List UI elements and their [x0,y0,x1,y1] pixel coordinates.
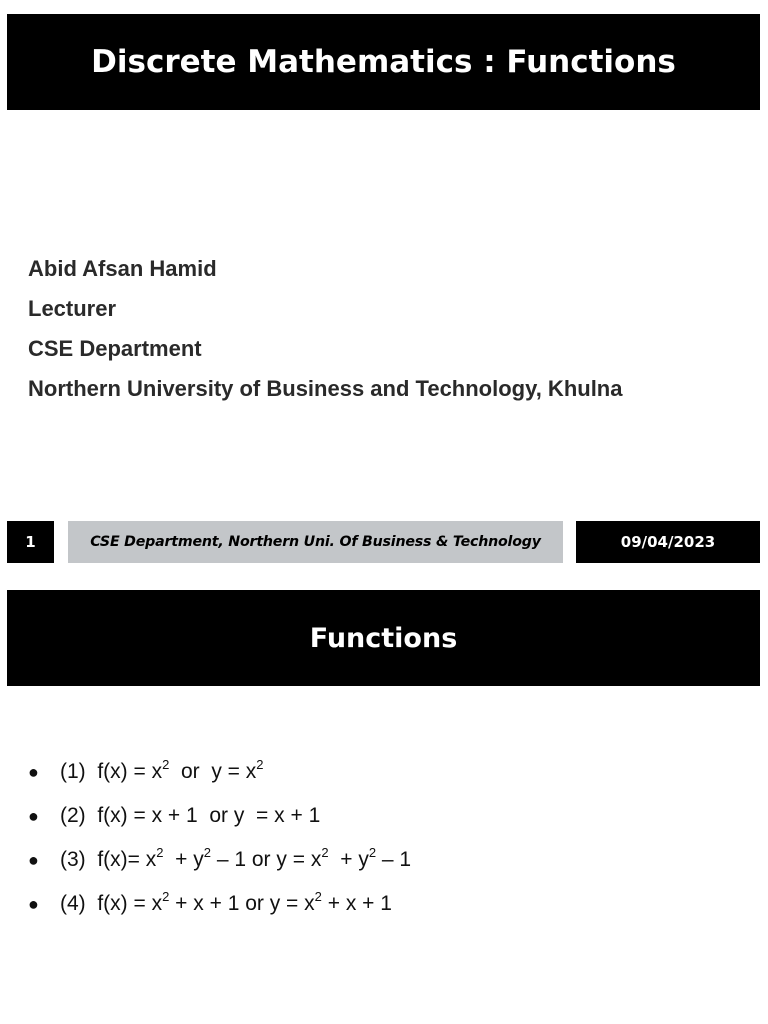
footer-department-banner [68,521,563,563]
footer-date-box [576,521,760,563]
footer-page-number [7,521,54,563]
author-position: Lecturer [28,296,117,321]
author-block [28,256,622,416]
function-expression: (3) $f(x)= x^2 + y^2 - 1$ or $y = x^2 + y^2 - 1$ [60,845,412,871]
footer-date-text: 09/04/2023 [620,533,716,551]
author-department: CSE Department [28,336,202,361]
section-title-bar [7,590,760,686]
list-item [28,838,411,882]
list-item [28,750,411,794]
section-title: Functions [309,622,458,654]
page-number-text: 1 [25,533,36,551]
slide-title: Discrete Mathematics : Functions [91,44,676,80]
function-expression: (4) $f(x) = x^2 + x + 1$ or $y = x^2 + x + 1$ [60,889,392,915]
bullet-icon: ● [28,893,39,914]
author-institution: Northern University of Business and Technology, Khulna [28,376,623,401]
function-expression: (1) $f(x) = x^2$ or $y = x^2$ [60,757,264,783]
function-list [28,750,411,926]
footer-department-text: CSE Department, Northern Uni. Of Business & Technology [90,534,541,550]
author-name: Abid Afsan Hamid [28,256,217,281]
list-item [28,794,411,838]
function-expression: (2) f(x) = x + 1 or y = x + 1 [60,804,321,827]
list-item [28,882,411,926]
bullet-icon: ● [28,805,39,826]
bullet-icon: ● [28,761,39,782]
bullet-icon: ● [28,849,39,870]
slide-title-bar [7,14,760,110]
